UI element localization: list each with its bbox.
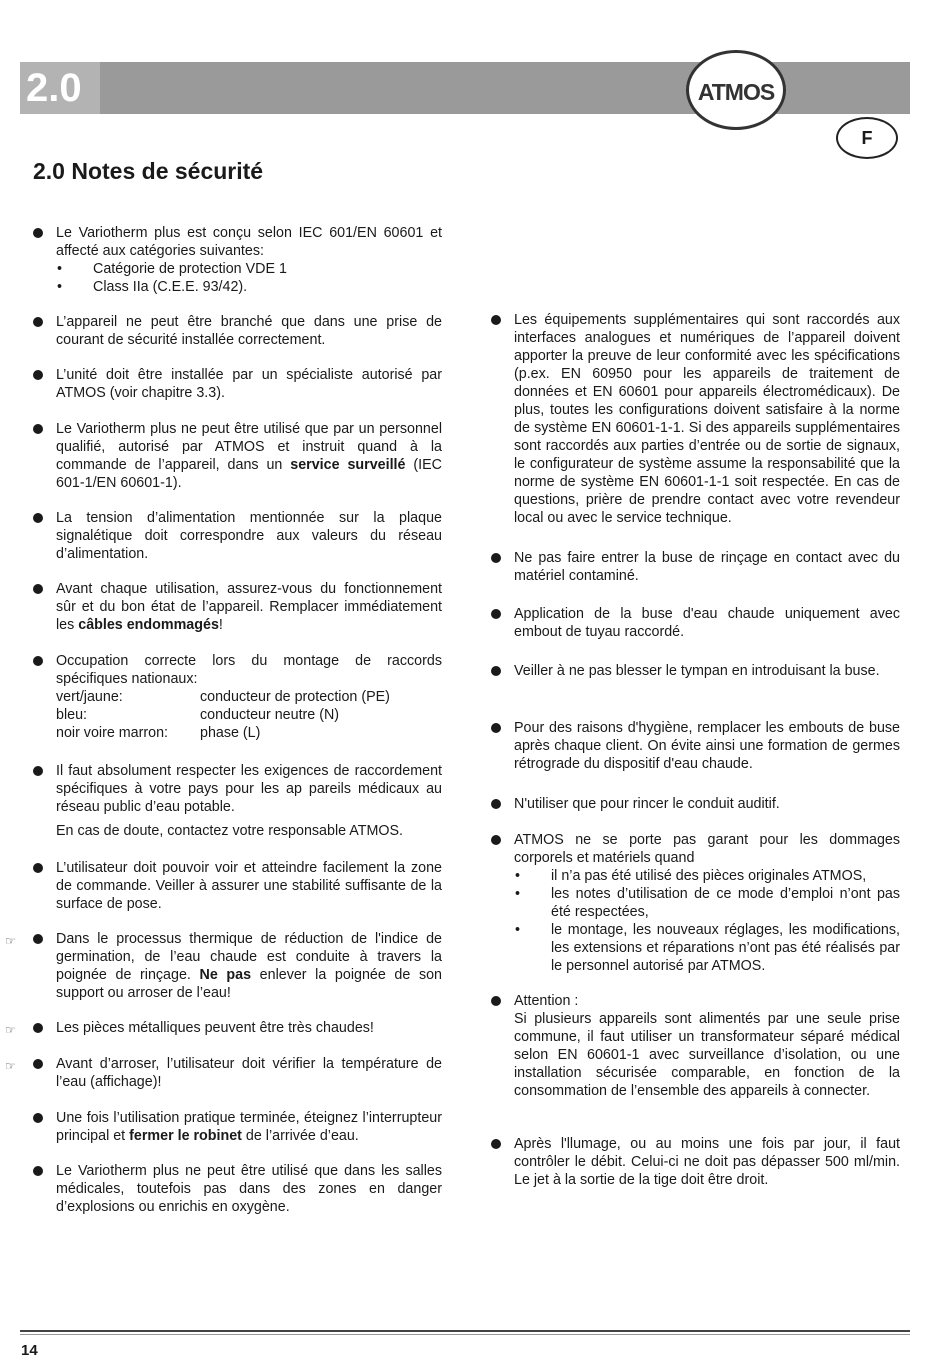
emphasis-text: service surveillé (290, 457, 406, 473)
item-note: En cas de doute, contactez votre responsable ATMOS. (56, 823, 404, 839)
safety-item (56, 420, 442, 492)
section-number: 2.0 (20, 62, 100, 114)
safety-item (56, 1019, 442, 1037)
sub-list (514, 867, 900, 975)
bullet-dot (33, 766, 43, 776)
item-text: Application de la buse d'eau chaude uniquement avec embout de tuyau raccordé. (514, 606, 900, 640)
safety-item (56, 652, 442, 742)
page-title: 2.0 Notes de sécurité (33, 158, 264, 184)
safety-item (56, 224, 442, 296)
bullet-dot (33, 424, 43, 434)
pointing-hand-icon: ☞ (5, 1059, 16, 1073)
bullet-dot (491, 835, 501, 845)
wire-color-row (56, 688, 442, 706)
item-text: Les équipements supplémentaires qui sont raccordés aux interfaces analogues et numériques de l’appareil doivent apporter la preuve de leur conformité avec les spécifications (p.ex. EN 60950 pour les appareils de traitement de données et EN 60601 pour appareils électromédicaux). De plus, toutes les configurations doivent satisfaire à la norme de système EN 60601-1-1. Si des appareils supplémentaires sont raccordés aux parties d’entrée ou de sortie de signaux, le configurateur de système assume la responsabilité que la norme de système EN 60601-1-1 soit respectée. En cas de questions, prière de prendre contact avec votre revendeur local ou avec le service technique. (514, 312, 900, 526)
item-text: Occupation correcte lors du montage de raccords spécifiques nationaux: (56, 653, 442, 687)
language-badge: F (836, 117, 898, 159)
pointing-hand-icon: ☞ (5, 934, 16, 948)
item-text: ATMOS ne se porte pas garant pour les dommages corporels et matériels quand (514, 832, 900, 866)
item-text: L’appareil ne peut être branché que dans une prise de courant de sécurité installée correctement. (56, 314, 442, 348)
bullet-dot (33, 370, 43, 380)
bullet-dot (491, 723, 501, 733)
wire-color-row (56, 706, 442, 724)
sub-list-item: • il n’a pas été utilisé des pièces originales ATMOS, (514, 867, 900, 885)
bullet-dot (33, 863, 43, 873)
safety-item (56, 1109, 442, 1145)
bullet-dot (491, 553, 501, 563)
bullet-dot (33, 1059, 43, 1069)
item-text: N'utiliser que pour rincer le conduit auditif. (514, 796, 780, 812)
bullet-dot (33, 584, 43, 594)
safety-item (56, 930, 442, 1002)
safety-item (56, 313, 442, 349)
bullet-dot (33, 656, 43, 666)
item-text: Avant chaque utilisation, assurez-vous du fonctionnement sûr et du bon état de l’appareil. Remplacer immédiatement les câbles endommagés! (56, 581, 442, 633)
safety-item (514, 662, 900, 680)
bullet-dot (491, 996, 501, 1006)
bullet-dot (491, 799, 501, 809)
safety-item (56, 366, 442, 402)
sub-list-item: • Catégorie de protection VDE 1 (56, 260, 442, 278)
pointing-hand-icon: ☞ (5, 1023, 16, 1037)
wire-color: vert/jaune: (56, 689, 123, 705)
safety-item (56, 1055, 442, 1091)
item-text: La tension d’alimentation mentionnée sur la plaque signalétique doit correspondre aux valeurs du réseau d’alimentation. (56, 510, 442, 562)
wire-color: noir voire marron: (56, 725, 169, 741)
logo-text: ATMOS (697, 79, 775, 105)
item-text-continued: Si plusieurs appareils sont alimentés par une seule prise commune, il faut utiliser un transformateur séparé médical selon EN 60601-1 avec surveillance d’isolation, ou une installation sécurisée comparable, en fonction de la consommation de l’ensemble des appareils à connecter. (514, 1011, 900, 1099)
atmos-logo (686, 50, 786, 130)
safety-item (56, 859, 442, 913)
item-text: Une fois l’utilisation pratique terminée, éteignez l’interrupteur principal et fermer le robinet de l’arrivée d’eau. (56, 1110, 442, 1144)
bullet-dot (33, 1113, 43, 1123)
bullet-dot (491, 315, 501, 325)
emphasis-text: fermer le robinet (129, 1128, 242, 1144)
sub-list-item: • les notes d’utilisation de ce mode d’emploi n’ont pas été respectées, (514, 885, 900, 921)
bullet-dot (491, 666, 501, 676)
bullet-dot (33, 317, 43, 327)
item-text: Après l'llumage, ou au moins une fois par jour, il faut contrôler le débit. Celui-ci ne doit pas dépasser 500 ml/min. Le jet à la sortie de la tige doit être droit. (514, 1136, 900, 1188)
bullet-dot (491, 1139, 501, 1149)
item-text: Veiller à ne pas blesser le tympan en introduisant la buse. (514, 663, 880, 679)
safety-item (56, 762, 442, 840)
emphasis-text: Ne pas (199, 967, 252, 983)
sub-list-item: • le montage, les nouveaux réglages, les modifications, les extensions et réparations n’ont pas été réalisés par le personnel autorisé par ATMOS. (514, 921, 900, 975)
safety-item (514, 831, 900, 975)
item-text: Il faut absolument respecter les exigences de raccordement spécifiques à votre pays pour les ap pareils médicaux au réseau public d’eau potable. (56, 763, 442, 815)
item-text: Dans le processus thermique de réduction de l'indice de germination, de l’eau chaude est conduite à travers la poignée de rinçage. Ne pas enlever la poignée de son support ou arroser de l’eau! (56, 931, 442, 1001)
safety-item (514, 549, 900, 585)
wire-function: conducteur de protection (PE) (200, 689, 390, 705)
item-text: L’utilisateur doit pouvoir voir et atteindre facilement la zone de commande. Veiller à assurer une stabilité suffisante de la surface de pose. (56, 860, 442, 912)
wire-color-row (56, 724, 442, 742)
footer-rule-thin (20, 1334, 910, 1335)
safety-item (514, 605, 900, 641)
wire-function: phase (L) (200, 725, 261, 741)
sub-list-item: • Class IIa (C.E.E. 93/42). (56, 278, 442, 296)
safety-item (514, 1135, 900, 1189)
bullet-dot (33, 1023, 43, 1033)
safety-item (514, 795, 900, 813)
wire-color: bleu: (56, 707, 88, 723)
bullet-dot (33, 513, 43, 523)
item-text: L’unité doit être installée par un spécialiste autorisé par ATMOS (voir chapitre 3.3). (56, 367, 442, 401)
item-text: Le Variotherm plus est conçu selon IEC 601/EN 60601 et affecté aux catégories suivantes: (56, 225, 442, 259)
bullet-dot (491, 609, 501, 619)
item-text: Les pièces métalliques peuvent être très chaudes! (56, 1020, 374, 1036)
bullet-dot (33, 1166, 43, 1176)
item-text: Avant d’arroser, l’utilisateur doit vérifier la température de l’eau (affichage)! (56, 1056, 442, 1090)
item-text: Ne pas faire entrer la buse de rinçage en contact avec du matériel contaminé. (514, 550, 900, 584)
safety-item (514, 719, 900, 773)
safety-item (514, 311, 900, 527)
safety-item (56, 1162, 442, 1216)
item-text: Le Variotherm plus ne peut être utilisé que par un personnel qualifié, autorisé par ATMOS et instruit quand à la commande de l’appareil, dans un service surveillé (IEC 601-1/EN 60601-1). (56, 421, 442, 491)
safety-item (56, 580, 442, 634)
bullet-dot (33, 934, 43, 944)
footer-rule (20, 1330, 910, 1332)
item-text: Pour des raisons d'hygiène, remplacer les embouts de buse après chaque client. On évite ainsi une formation de germes rétrograde du dispositif d'eau chaude. (514, 720, 900, 772)
page-number: 14 (21, 1342, 38, 1359)
emphasis-text: câbles endommagés (78, 617, 219, 633)
sub-list (56, 260, 442, 296)
item-text: Attention : (514, 993, 579, 1009)
safety-item (56, 509, 442, 563)
safety-item (514, 992, 900, 1100)
item-text: Le Variotherm plus ne peut être utilisé que dans les salles médicales, toutefois pas dans des zones en danger d’explosions ou enrichis en oxygène. (56, 1163, 442, 1215)
bullet-dot (33, 228, 43, 238)
wire-function: conducteur neutre (N) (200, 707, 340, 723)
